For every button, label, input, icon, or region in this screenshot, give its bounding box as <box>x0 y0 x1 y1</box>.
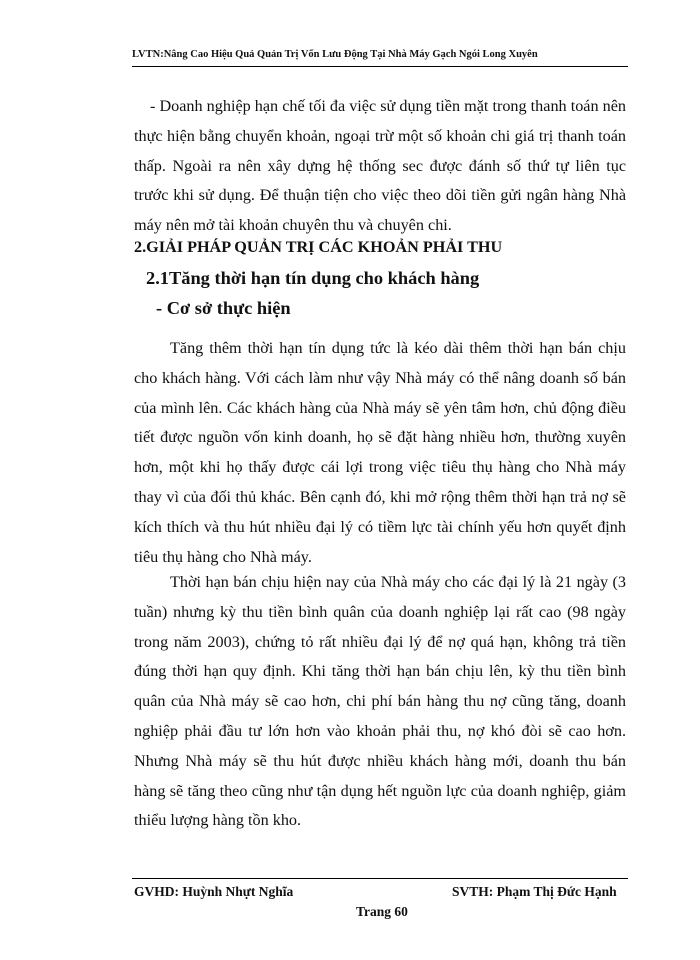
paragraph-credit-term-rationale: Tăng thêm thời hạn tín dụng tức là kéo dài thêm thời hạn bán chịu cho khách hàng. Với cách làm như vậy Nhà máy có thể nâng doanh số bán của mình lên. Các khách hàng của Nhà máy sẽ yên tâm hơn, chủ động điều tiết được nguồn vốn kinh doanh, họ sẽ đặt hàng nhiều hơn, thường xuyên hơn, một khi họ thấy được cái lợi trong việc tiêu thụ hàng cho Nhà máy thay vì của đối thủ khác. Bên cạnh đó, khi mở rộng thêm thời hạn trả nợ sẽ kích thích và thu hút nhiều đại lý có tiềm lực tài chính yếu hơn quyết định tiêu thụ hàng cho Nhà máy. <box>134 339 626 566</box>
subsection-subheading: - Cơ sở thực hiện <box>156 298 291 318</box>
paragraph-current-credit-term: Thời hạn bán chịu hiện nay của Nhà máy cho các đại lý là 21 ngày (3 tuần) nhưng kỳ thu tiền bình quân của doanh nghiệp lại rất cao (98 ngày trong năm 2003), chứng tỏ rất nhiều đại lý để nợ quá hạn, không trả tiền đúng thời hạn quy định. Khi tăng thời hạn bán chịu lên, kỳ thu tiền bình quân của Nhà máy sẽ cao hơn, chi phí bán hàng thu nợ cũng tăng, doanh nghiệp phải đầu tư lớn hơn vào khoản phải thu, nợ khó đòi sẽ cao hơn. Nhưng Nhà máy sẽ thu hút được nhiều khách hàng mới, doanh thu bán hàng sẽ tăng theo cũng như tận dụng hết nguồn lực của doanh nghiệp, giảm thiểu lượng hàng tồn kho. <box>134 573 626 830</box>
header-divider <box>132 66 628 67</box>
paragraph-cash-payments: - Doanh nghiệp hạn chế tối đa việc sử dụng tiền mặt trong thanh toán nên thực hiện bằng chuyển khoản, ngoại trừ một số khoản chi giá trị thanh toán thấp. Ngoài ra nên xây dựng hệ thống sec được đánh số thứ tự liên tục trước khi sử dụng. Để thuận tiện cho việc theo dõi tiền gửi ngân hàng Nhà máy nên mở tài khoản chuyên thu và chuyên chi. <box>134 97 626 235</box>
section-heading: 2.GIẢI PHÁP QUẢN TRỊ CÁC KHOẢN PHẢI THU <box>134 238 503 256</box>
subsection-heading: 2.1Tăng thời hạn tín dụng cho khách hàng <box>146 268 480 288</box>
footer-divider <box>132 878 628 879</box>
running-header: LVTN:Nâng Cao Hiệu Quả Quản Trị Vốn Lưu Động Tại Nhà Máy Gạch Ngói Long Xuyên <box>132 49 538 60</box>
footer-student: SVTH: Phạm Thị Đức Hạnh <box>452 884 617 899</box>
page-number: Trang 60 <box>356 904 408 919</box>
footer-advisor: GVHD: Huỳnh Nhựt Nghĩa <box>134 884 294 899</box>
page-number-row <box>0 904 700 920</box>
